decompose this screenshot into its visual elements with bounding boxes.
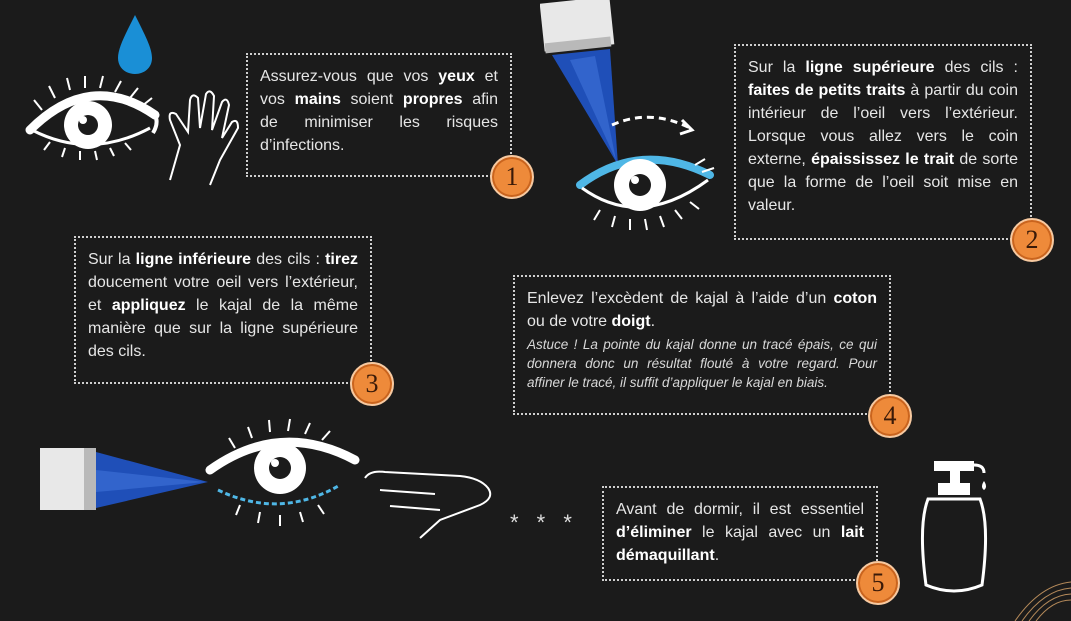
arrow-icon bbox=[612, 117, 690, 128]
emphasis-text: ligne supérieure bbox=[805, 59, 935, 76]
body-text: afin de minimiser les risques d’infections. bbox=[260, 91, 498, 154]
kajal-pencil-icon bbox=[40, 448, 208, 510]
body-text: le kajal avec un bbox=[691, 524, 841, 541]
body-text: le kajal de la même manière que sur la ligne supérieure des cils. bbox=[88, 297, 358, 360]
bottle-icon bbox=[922, 461, 986, 591]
step-4-badge: 4 bbox=[868, 394, 912, 438]
emphasis-text: propres bbox=[402, 91, 463, 108]
eye-icon bbox=[30, 76, 157, 160]
eye-icon bbox=[210, 419, 355, 526]
water-drop-icon bbox=[118, 15, 152, 74]
emphasis-text: coton bbox=[833, 290, 877, 307]
body-text: des cils : bbox=[934, 59, 1018, 76]
step-2-text bbox=[734, 44, 1032, 240]
step-5-badge: 5 bbox=[856, 561, 900, 605]
body-text: et vos bbox=[260, 68, 498, 108]
step-2-badge: 2 bbox=[1010, 218, 1054, 262]
emphasis-text: d’éliminer bbox=[616, 524, 692, 541]
body-text: ou de votre bbox=[527, 313, 612, 330]
body-text: de sorte que la forme de l’oeil soit mise en valeur. bbox=[748, 151, 1019, 214]
body-text: Sur la bbox=[748, 59, 806, 76]
emphasis-text: appliquez bbox=[111, 297, 186, 314]
body-text: des cils : bbox=[251, 251, 326, 268]
eye-icon bbox=[580, 159, 714, 230]
clean-eye-illustration bbox=[20, 10, 250, 190]
step-3-text bbox=[74, 236, 372, 384]
emphasis-text: épaississez le trait bbox=[811, 151, 955, 168]
separator-stars: * * * bbox=[510, 510, 578, 535]
body-text: Enlevez l’excèdent de kajal à l’aide d’un bbox=[527, 290, 834, 307]
body-text: . bbox=[650, 313, 656, 330]
cleanser-bottle-illustration bbox=[898, 455, 998, 605]
emphasis-text: ligne inférieure bbox=[135, 251, 252, 268]
step-3-badge: 3 bbox=[350, 362, 394, 406]
tip-text: Astuce ! La pointe du kajal donne un tracé épais, ce qui donnera donc un résultat flouté à votre regard. Pour affiner le tracé, il suffit d’appliquer le kajal en biais. bbox=[527, 337, 877, 390]
emphasis-text: tirez bbox=[325, 251, 358, 268]
body-text: Avant de dormir, il est essentiel bbox=[616, 501, 864, 518]
body-text: . bbox=[714, 547, 720, 564]
step-4-text bbox=[513, 275, 891, 415]
body-text: à partir du coin intérieur de l’oeil vers l’extérieur. Lorsque vous allez vers le coin externe, bbox=[748, 82, 1019, 168]
upper-line-illustration bbox=[540, 0, 730, 240]
body-text: Sur la bbox=[88, 251, 136, 268]
step-1-text bbox=[246, 53, 512, 177]
kajal-pencil-icon bbox=[540, 0, 618, 165]
body-text: doucement votre oeil vers l’extérieur, et bbox=[88, 274, 358, 314]
hand-icon bbox=[170, 91, 238, 185]
corner-decoration bbox=[1010, 580, 1071, 621]
lower-line-illustration bbox=[40, 410, 520, 560]
finger-icon bbox=[365, 472, 490, 538]
emphasis-text: doigt bbox=[611, 313, 651, 330]
emphasis-text: mains bbox=[294, 91, 341, 108]
step-5-text bbox=[602, 486, 878, 581]
emphasis-text: lait démaquillant bbox=[616, 524, 864, 564]
body-text: soient bbox=[340, 91, 403, 108]
emphasis-text: faites de petits traits bbox=[748, 82, 906, 99]
step-1-badge: 1 bbox=[490, 155, 534, 199]
emphasis-text: yeux bbox=[438, 68, 475, 85]
body-text: Assurez-vous que vos bbox=[260, 68, 439, 85]
